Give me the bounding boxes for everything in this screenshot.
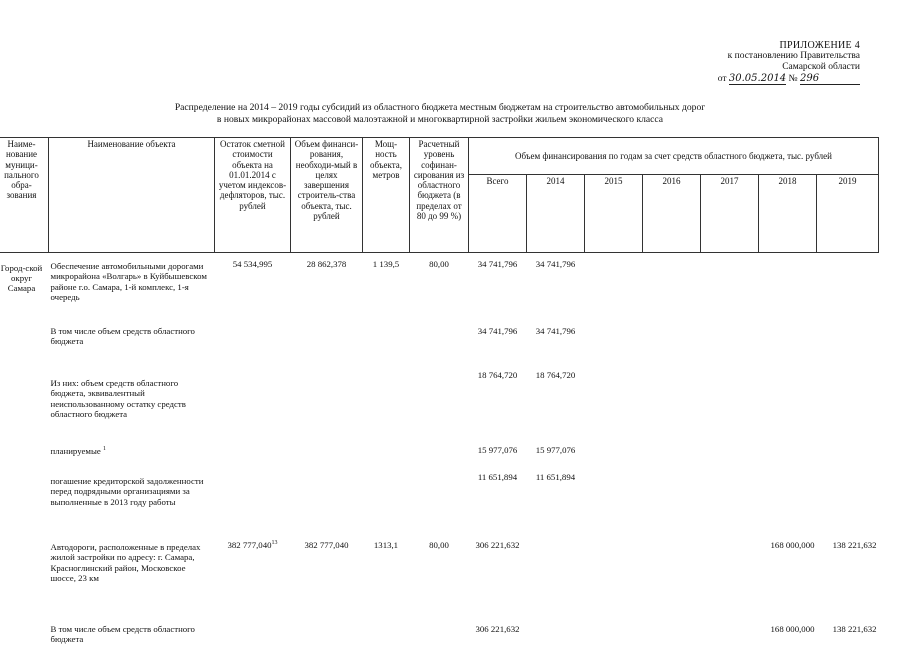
year-2014-cell: 34 741,796 <box>535 259 576 269</box>
document-title-line-1: Распределение на 2014 – 2019 годы субсидий из областного бюджета местным бюджетам на строительство автомобильных дорог <box>174 102 706 113</box>
year-2017-cell <box>701 253 759 327</box>
header-financing-needed: Объем финанси-рования, необходи-мый в целях завершения строитель-ства объекта, тыс. рублей <box>291 138 363 253</box>
table-row <box>0 253 879 327</box>
object-name: Обеспечение автомобильными дорогами микрорайона «Волгарь» в Куйбышевском районе г.о. Самара, 1-й комплекс, 1-я очередь <box>50 261 207 302</box>
object-name: погашение кредиторской задолженности перед подрядными организациями за выполненные в 2013 году работы <box>50 476 204 507</box>
object-name: Автодороги, расположенные в пределах жилой застройки по адресу: г. Самара, Красноглинский район, Московское шоссе, 23 км <box>50 542 201 583</box>
object-name: В том числе объем средств областного бюджета <box>50 326 195 347</box>
table-row <box>0 536 879 612</box>
header-total: Всего <box>469 175 527 253</box>
header-year-2018: 2018 <box>759 175 817 253</box>
header-object: Наименование объекта <box>49 138 215 253</box>
year-2014-cell: 11 651,894 <box>535 472 576 482</box>
financing-needed-cell: 382 777,040 <box>304 540 349 550</box>
table-row <box>0 612 879 654</box>
document-title <box>100 102 780 126</box>
total-cell: 306 221,632 <box>475 624 520 634</box>
object-name-cell <box>49 440 215 468</box>
year-2018-cell: 168 000,000 <box>770 624 815 634</box>
decree-number: 296 <box>800 73 860 85</box>
capacity-cell: 1 139,5 <box>372 259 400 269</box>
appendix-line-decree: к постановлению Правительства <box>727 51 860 61</box>
remaining-cost-cell <box>215 536 291 612</box>
object-name: планируемые <box>50 446 101 456</box>
object-name: В том числе объем средств областного бюджета <box>50 624 195 645</box>
appendix-date-line <box>700 73 860 85</box>
remaining-cost-cell: 54 534,995 <box>232 259 273 269</box>
header-cofinancing: Расчетный уровень софинан-сирования из областного бюджета (в пределах от 80 до 99 %) <box>410 138 469 253</box>
total-cell: 11 651,894 <box>477 472 518 482</box>
subsidy-table <box>0 137 879 654</box>
header-by-years: Объем финансирования по годам за счет средств областного бюджета, тыс. рублей <box>469 138 879 175</box>
header-year-2016: 2016 <box>643 175 701 253</box>
year-2019-cell: 138 221,632 <box>832 540 877 550</box>
date-prefix: от <box>717 74 727 84</box>
year-2014-cell: 34 741,796 <box>535 326 576 336</box>
footnote-marker: 1 <box>102 446 106 453</box>
year-2014-cell: 18 764,720 <box>535 370 576 380</box>
year-2018-cell: 168 000,000 <box>770 540 815 550</box>
appendix-line-region: Самарской области <box>782 62 860 72</box>
header-municipality: Наиме- нование муници- пального обра- зования <box>0 138 49 253</box>
footnote-marker: 13 <box>271 540 278 547</box>
table-row <box>0 440 879 468</box>
cofinancing-cell: 80,00 <box>429 259 449 269</box>
header-year-2019: 2019 <box>817 175 879 253</box>
total-cell: 34 741,796 <box>477 259 518 269</box>
cofinancing-cell: 80,00 <box>429 540 449 550</box>
year-2019-cell: 138 221,632 <box>832 624 877 634</box>
header-remaining-cost: Остаток сметной стоимости объекта на 01.01.2014 с учетом индексов-дефляторов, тыс. рублей <box>215 138 291 253</box>
total-cell: 15 977,076 <box>477 445 518 455</box>
number-prefix: № <box>788 74 798 84</box>
capacity-cell: 1313,1 <box>373 540 399 550</box>
header-row-1 <box>0 138 879 175</box>
remaining-cost-value: 382 777,040 <box>227 540 272 550</box>
total-cell: 306 221,632 <box>475 540 520 550</box>
header-year-2017: 2017 <box>701 175 759 253</box>
table-row <box>0 360 879 440</box>
document-title-line-2: в новых микрорайонах массовой малоэтажной и многоквартирной застройки жильем экономического класса <box>216 114 664 125</box>
total-cell: 18 764,720 <box>477 370 518 380</box>
year-2016-cell <box>643 253 701 327</box>
object-name: Из них: объем средств областного бюджета, эквивалентный неиспользованному остатку средств областного бюджета <box>50 378 186 419</box>
year-2019-cell <box>817 253 879 327</box>
total-cell: 34 741,796 <box>477 326 518 336</box>
header-capacity: Мощ-ность объекта, метров <box>363 138 410 253</box>
appendix-block <box>700 40 860 85</box>
year-2015-cell <box>585 253 643 327</box>
table-row <box>0 326 879 360</box>
header-year-2015: 2015 <box>585 175 643 253</box>
table-row <box>0 468 879 536</box>
financing-needed-cell: 28 862,378 <box>306 259 347 269</box>
region-cell: Город-ской округ Самара <box>0 263 43 293</box>
appendix-title: ПРИЛОЖЕНИЕ 4 <box>779 40 860 51</box>
header-year-2014: 2014 <box>527 175 585 253</box>
decree-date: 30.05.2014 <box>728 73 787 84</box>
year-2018-cell <box>759 253 817 327</box>
year-2014-cell: 15 977,076 <box>535 445 576 455</box>
